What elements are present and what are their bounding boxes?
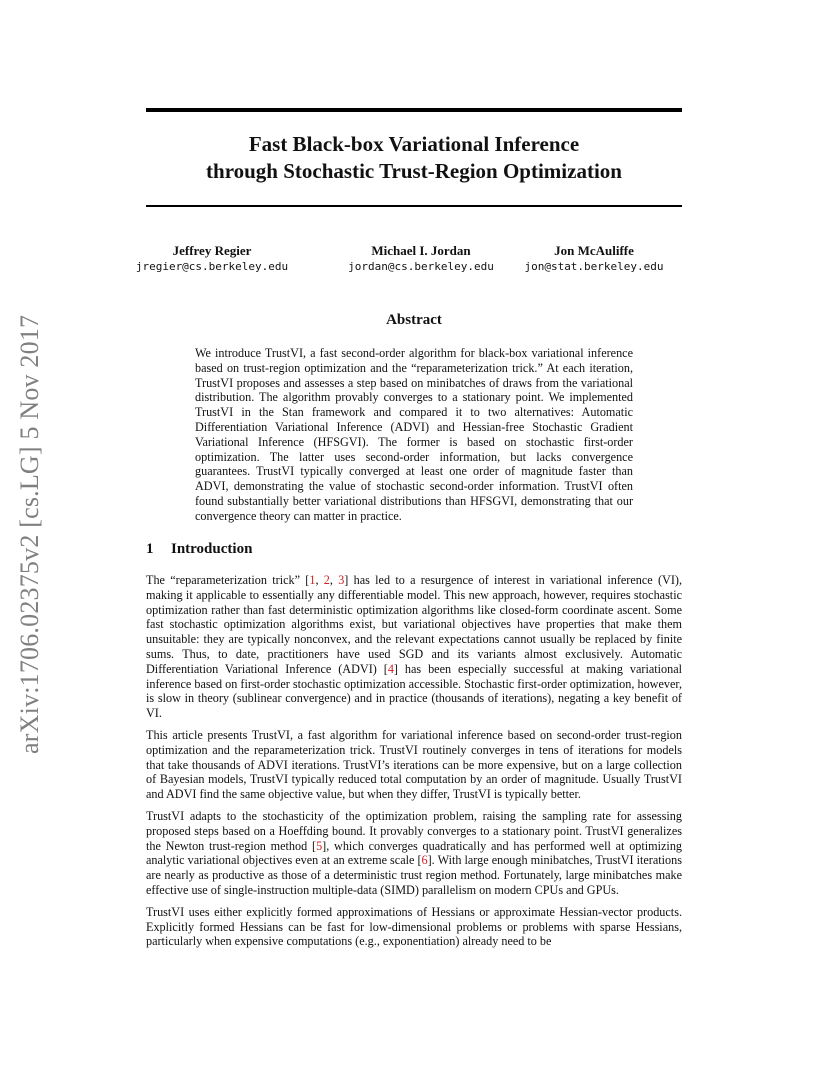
citation-link[interactable]: 6 [421, 853, 428, 868]
author-email[interactable]: jon@stat.berkeley.edu [524, 260, 664, 273]
section-title: Introduction [171, 541, 253, 557]
paragraph [146, 573, 682, 721]
author-name: Michael I. Jordan [371, 243, 471, 258]
text-run: ], which converges quadratically and has performed well at optimizing analytic variational objectives even at an extreme scale [ [146, 838, 683, 868]
author-name: Jon McAuliffe [554, 243, 634, 258]
paper-title [146, 131, 682, 185]
citation-link[interactable]: 4 [387, 661, 394, 676]
text-run: ]. With large enough minibatches, TrustVI iterations are nearly as productive as those of a deterministic trust region method. Fortunately, large minibatches make effective use of single-instruction multiple-data (SIMD) parallelism on modern CPUs and GPUs. [146, 853, 682, 897]
text-run: The “reparameterization trick” [ [146, 573, 310, 587]
title-top-rule [146, 108, 682, 112]
citation-link[interactable]: 1 [309, 573, 316, 587]
author-email[interactable]: jregier@cs.berkeley.edu [135, 260, 289, 273]
abstract-heading: Abstract [386, 312, 442, 328]
abstract-text: We introduce TrustVI, a fast second-order algorithm for black-box variational inference based on trust-region optimization and the “reparameterization trick.” At each iteration, TrustVI proposes and assesses a step based on minibatches of draws from the variational distribution. The algorithm provably converges to a stationary point. We implemented TrustVI in the Stan framework and compared it to two alternatives: Automatic Differentiation Variational Inference (ADVI) and Hessian-free Stochastic Gradient Variational Inference (HFSGVI). The former is based on stochastic first-order optimization. The latter uses second-order information, but lacks convergence guarantees. TrustVI typically converged at least one order of magnitude faster than ADVI, demonstrating the value of stochastic second-order information. TrustVI often found substantially better variational distributions than HFSGVI, demonstrating that our convergence theory can matter in practice. [195, 346, 633, 523]
arxiv-identifier-stamp: arXiv:1706.02375v2 [cs.LG] 5 Nov 2017 [15, 314, 44, 754]
introduction-body [146, 573, 682, 956]
author-jordan [321, 243, 521, 275]
text-run: ] has been especially successful at making variational inference based on first-order stochastic optimization accessible. Stochastic first-order optimization, however, is slow in theory (sublinear convergence) and in practice (thousands of iterations), negating a key benefit of VI. [146, 661, 682, 721]
paragraph: This article presents TrustVI, a fast algorithm for variational inference based on second-order trust-region optimization and the reparameterization trick. TrustVI routinely converges in tens of iterations for models that take thousands of ADVI iterations. TrustVI’s iterations can be more expensive, but on a large collection of Bayesian models, TrustVI typically reduced total computation by an order of magnitude. Usually TrustVI and ADVI find the same objective value, but when they differ, TrustVI is typically better. [146, 727, 682, 802]
section-heading-introduction [146, 541, 252, 558]
text-run: ] has led to a resurgence of interest in variational inference (VI), making it applicable to essentially any differentiable model. This new approach, however, requires stochastic optimization rather than fast deterministic optimization algorithms like closed-form coordinate ascent. Some fast stochastic optimization algorithms exist, but variational objectives have properties that make them unsuitable: they are typically nonconvex, and the relevant expectations cannot usually be replaced by finite sums. Thus, to date, practitioners have used SGD and its variants almost exclusively. Automatic Differentiation Variational Inference (ADVI) [ [146, 573, 682, 676]
section-number: 1 [146, 541, 154, 557]
title-line-2: through Stochastic Trust-Region Optimization [206, 159, 622, 183]
author-email[interactable]: jordan@cs.berkeley.edu [348, 260, 494, 273]
citation-link[interactable]: 3 [338, 573, 345, 587]
author-regier [112, 243, 312, 275]
text-run: , [329, 573, 339, 587]
citation-link[interactable]: 2 [323, 573, 330, 587]
text-run: , [315, 573, 324, 587]
title-bottom-rule [146, 205, 682, 207]
text-run: TrustVI adapts to the stochasticity of the optimization problem, raising the sampling rate for assessing proposed steps based on a Hoeffding bound. It provably converges to a stationary point. TrustVI generalizes the Newton trust-region method [ [146, 808, 682, 853]
author-name: Jeffrey Regier [172, 243, 252, 258]
citation-link[interactable]: 5 [316, 838, 323, 853]
paragraph: TrustVI uses either explicitly formed approximations of Hessians or approximate Hessian-vector products. Explicitly formed Hessians can be fast for low-dimensional problems or problems with sparse Hessians, particularly when expensive computations (e.g., exponentiation) already need to be [146, 904, 682, 949]
paragraph [146, 809, 682, 898]
author-mcauliffe [494, 243, 694, 275]
title-line-1: Fast Black-box Variational Inference [248, 132, 580, 156]
